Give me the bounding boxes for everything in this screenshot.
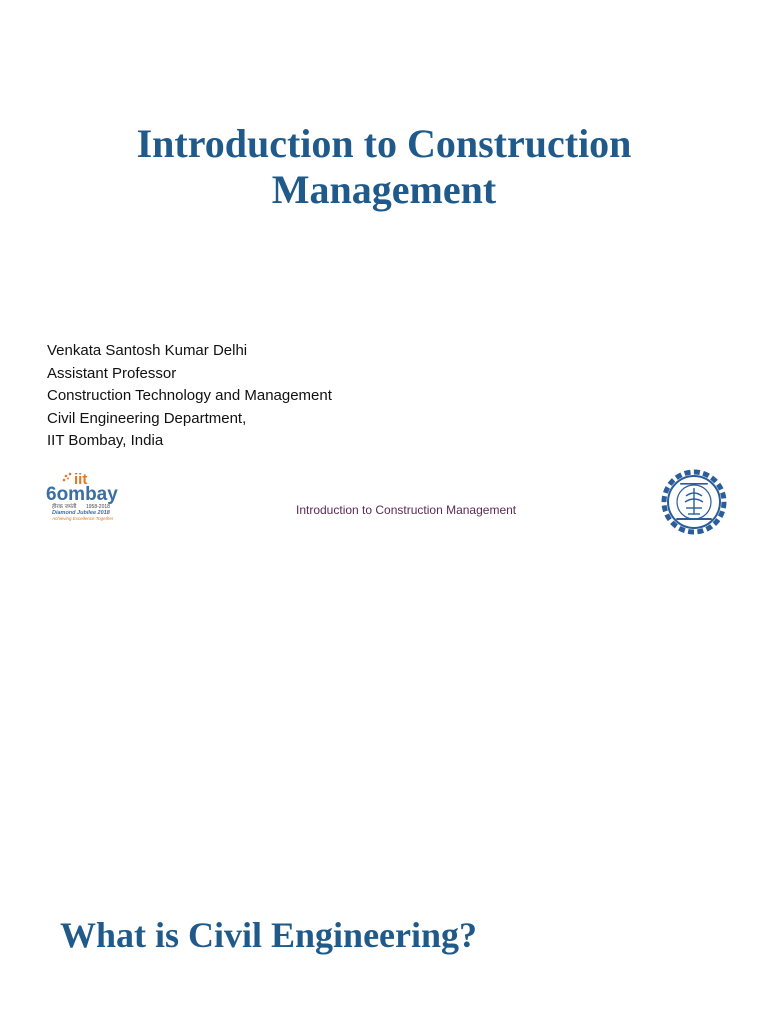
- iit-bombay-emblem-logo: [658, 466, 730, 538]
- logo-iit-text: iit: [74, 471, 88, 488]
- author-position: Assistant Professor: [47, 364, 177, 382]
- slide-footer-text: Introduction to Construction Management: [296, 503, 517, 517]
- title-line-1: Introduction to Construction: [136, 121, 632, 166]
- logo-tagline-text: Achieving Excellence Together: [52, 516, 114, 521]
- author-institution: IIT Bombay, India: [47, 432, 164, 449]
- emblem-center-figure: [685, 488, 703, 514]
- slide-heading: What is Civil Engineering?: [60, 915, 478, 955]
- author-group: Construction Technology and Management: [47, 387, 332, 404]
- logo-dots: [63, 473, 72, 482]
- logo-bombay-text: 6ombay: [46, 484, 118, 505]
- author-name: Venkata Santosh Kumar Delhi: [47, 342, 248, 359]
- slide-title: [0, 121, 768, 213]
- title-line-2: Management: [271, 167, 497, 212]
- content-slide: [0, 576, 768, 1024]
- iit-bombay-diamond-jubilee-logo: [46, 468, 126, 528]
- logo-hindi-text: हीरक जयंती: [52, 504, 77, 510]
- logo-subtitle-text: Diamond Jubilee 2018: [52, 510, 110, 516]
- author-block: [47, 340, 332, 453]
- author-department: Civil Engineering Department,: [47, 409, 247, 427]
- logo-years-text: 1958-2018: [86, 504, 110, 510]
